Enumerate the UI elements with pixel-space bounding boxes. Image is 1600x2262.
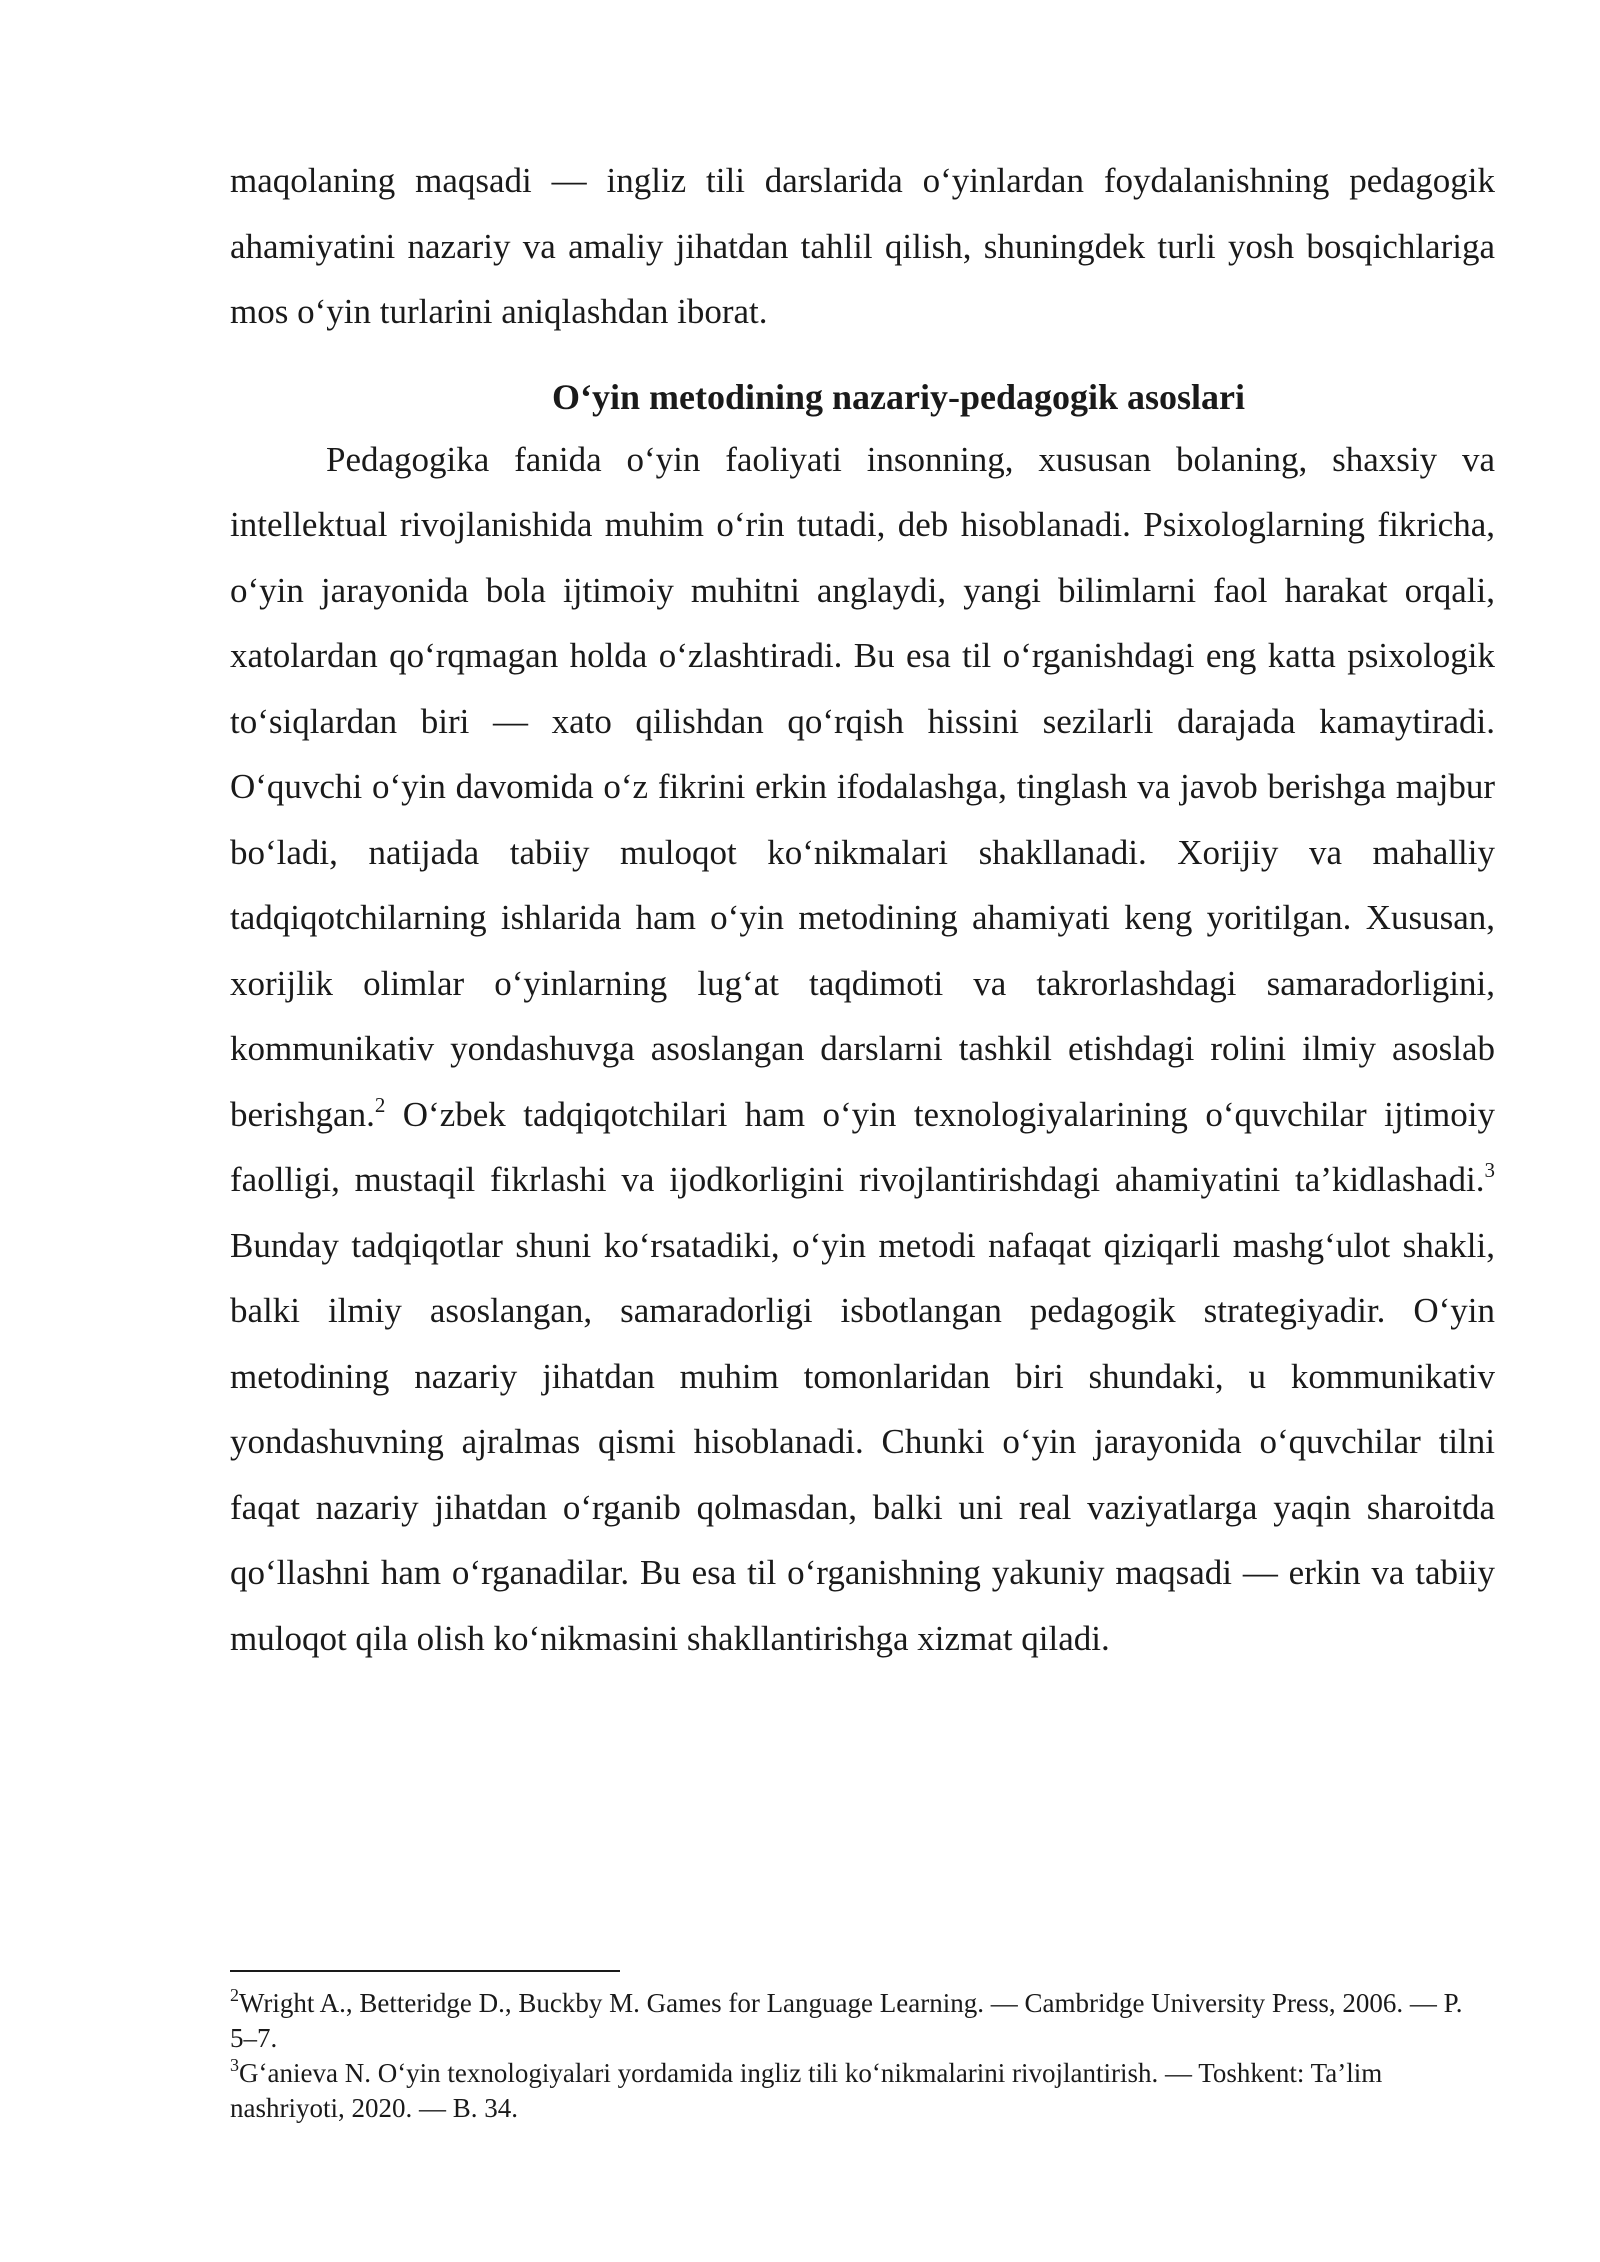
footnotes-section xyxy=(230,1970,1495,2126)
footnote-number: 3 xyxy=(230,2055,239,2075)
body-text-part-2: O‘zbek tadqiqotchilari ham o‘yin texnologiyalarining o‘quvchilar ijtimoiy faolligi, mustaqil fikrlashi va ijodkorligini rivojlantirishdagi ahamiyatini ta’kidlashadi. xyxy=(230,1094,1495,1199)
section-heading: O‘yin metodining nazariy-pedagogik asoslari xyxy=(551,376,1246,417)
body-text-part-1: Pedagogika fanida o‘yin faoliyati insonning, xususan bolaning, shaxsiy va intellektual rivojlanishida muhim o‘rin tutadi, deb hisoblanadi. Psixologlarning fikricha, o‘yin jarayonida bola ijtimoiy muhitni anglaydi, yangi bilimlarni faol harakat orqali, xatolardan qo‘rqmagan holda o‘zlashtiradi. Bu esa til o‘rganishdagi eng katta psixologik to‘siqlardan biri — xato qilishdan qo‘rqish hissini sezilarli darajada kamaytiradi. O‘quvchi o‘yin davomida o‘z fikrini erkin ifodalashga, tinglash va javob berishga majbur bo‘ladi, natijada tabiiy muloqot ko‘nikmalari shakllanadi. Xorijiy va mahalliy tadqiqotchilarning ishlarida ham o‘yin metodining ahamiyati keng yoritilgan. Xususan, xorijlik olimlar o‘yinlarning lug‘at taqdimoti va takrorlashdagi samaradorligini, kommunikativ yondashuvga asoslangan darslarni tashkil etishdagi rolini ilmiy asoslab berishgan. xyxy=(230,439,1495,1134)
section-body-paragraph xyxy=(230,427,1495,1672)
footnote-text: Wright A., Betteridge D., Buckby M. Games for Language Learning. — Cambridge University Press, 2006. — P. 5–7. xyxy=(230,1988,1463,2053)
footnote-text: G‘anieva N. O‘yin texnologiyalari yordamida ingliz tili ko‘nikmalarini rivojlantirish. — Toshkent: Ta’lim nashriyoti, 2020. — B. 34. xyxy=(230,2058,1383,2123)
page-body xyxy=(230,148,1495,1671)
footnote-divider xyxy=(230,1970,620,1972)
footnote-reference-3[interactable]: 3 xyxy=(1484,1158,1495,1182)
footnote-item xyxy=(230,1986,1495,2056)
intro-paragraph: maqolaning maqsadi — ingliz tili darslarida o‘yinlardan foydalanishning pedagogik ahamiyatini nazariy va amaliy jihatdan tahlil qilish, shuningdek turli yosh bosqichlariga mos o‘yin turlarini aniqlashdan iborat. xyxy=(230,161,1495,331)
footnote-number: 2 xyxy=(230,1985,239,2005)
footnote-reference-2[interactable]: 2 xyxy=(374,1092,386,1117)
footnote-item xyxy=(230,2056,1495,2126)
body-text-part-3: Bunday tadqiqotlar shuni ko‘rsatadiki, o‘yin metodi nafaqat qiziqarli mashg‘ulot shakli, balki ilmiy asoslangan, samaradorligi isbotlangan pedagogik strategiyadir. O‘yin metodining nazariy jihatdan muhim tomonlaridan biri shundaki, u kommunikativ yondashuvning ajralmas qismi hisoblanadi. Chunki o‘yin jarayonida o‘quvchilar tilni faqat nazariy jihatdan o‘rganib qolmasdan, balki uni real vaziyatlarga yaqin sharoitda qo‘llashni ham o‘rganadilar. Bu esa til o‘rganishning yakuniy maqsadi — erkin va tabiiy muloqot qila olish ko‘nikmasini shakllantirishga xizmat qiladi. xyxy=(230,1225,1495,1658)
